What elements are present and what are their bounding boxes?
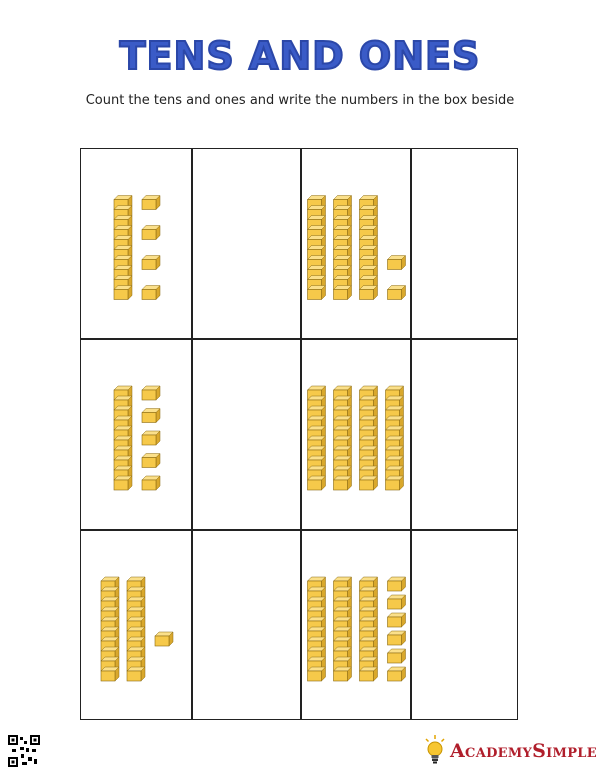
one-cube	[388, 577, 406, 591]
ten-rod	[308, 386, 326, 490]
answer-box-6[interactable]	[411, 530, 519, 720]
one-cube	[388, 256, 406, 270]
one-cube	[155, 632, 173, 646]
base-ten-blocks-5	[81, 530, 191, 720]
one-cube	[388, 286, 406, 300]
qr-code-icon	[8, 735, 40, 767]
ten-rod	[386, 386, 404, 490]
base-ten-blocks-4	[301, 339, 410, 529]
ten-rod	[334, 386, 352, 490]
ten-rod	[114, 196, 132, 300]
one-cube	[142, 454, 160, 468]
one-cube	[142, 386, 160, 400]
answer-box-3[interactable]	[192, 339, 300, 529]
base-ten-blocks-6	[301, 530, 410, 720]
brand-name: AcademySimple	[450, 740, 597, 762]
one-cube	[388, 595, 406, 609]
one-cube	[142, 286, 160, 300]
one-cube	[388, 667, 406, 681]
base-ten-blocks-1	[81, 149, 191, 338]
blocks-cell-1	[81, 149, 191, 338]
ten-rod	[114, 386, 132, 490]
ten-rod	[334, 577, 352, 681]
blocks-cell-2	[301, 149, 410, 338]
ten-rod	[360, 577, 378, 681]
blocks-cell-5	[81, 530, 191, 720]
one-cube	[142, 256, 160, 270]
blocks-cell-6	[301, 530, 410, 720]
one-cube	[388, 649, 406, 663]
answer-box-2[interactable]	[411, 149, 519, 338]
one-cube	[388, 613, 406, 627]
ten-rod	[360, 386, 378, 490]
ten-rod	[334, 196, 352, 300]
page-title: TENS AND ONES	[119, 34, 481, 78]
ten-rod	[308, 196, 326, 300]
light-bulb-icon	[424, 735, 446, 767]
brand-logo	[424, 733, 597, 769]
instruction-text: Count the tens and ones and write the numbers in the box beside	[85, 93, 515, 108]
one-cube	[142, 409, 160, 423]
one-cube	[142, 476, 160, 490]
answer-box-5[interactable]	[192, 530, 300, 720]
one-cube	[142, 226, 160, 240]
one-cube	[142, 196, 160, 210]
ten-rod	[308, 577, 326, 681]
one-cube	[388, 631, 406, 645]
base-ten-blocks-2	[301, 149, 410, 338]
base-ten-blocks-3	[81, 339, 191, 529]
ten-rod	[360, 196, 378, 300]
ten-rod	[101, 577, 119, 681]
answer-box-1[interactable]	[192, 149, 300, 338]
one-cube	[142, 431, 160, 445]
answer-box-4[interactable]	[411, 339, 519, 529]
blocks-cell-4	[301, 339, 410, 529]
ten-rod	[127, 577, 145, 681]
blocks-cell-3	[81, 339, 191, 529]
worksheet-grid	[80, 148, 518, 720]
